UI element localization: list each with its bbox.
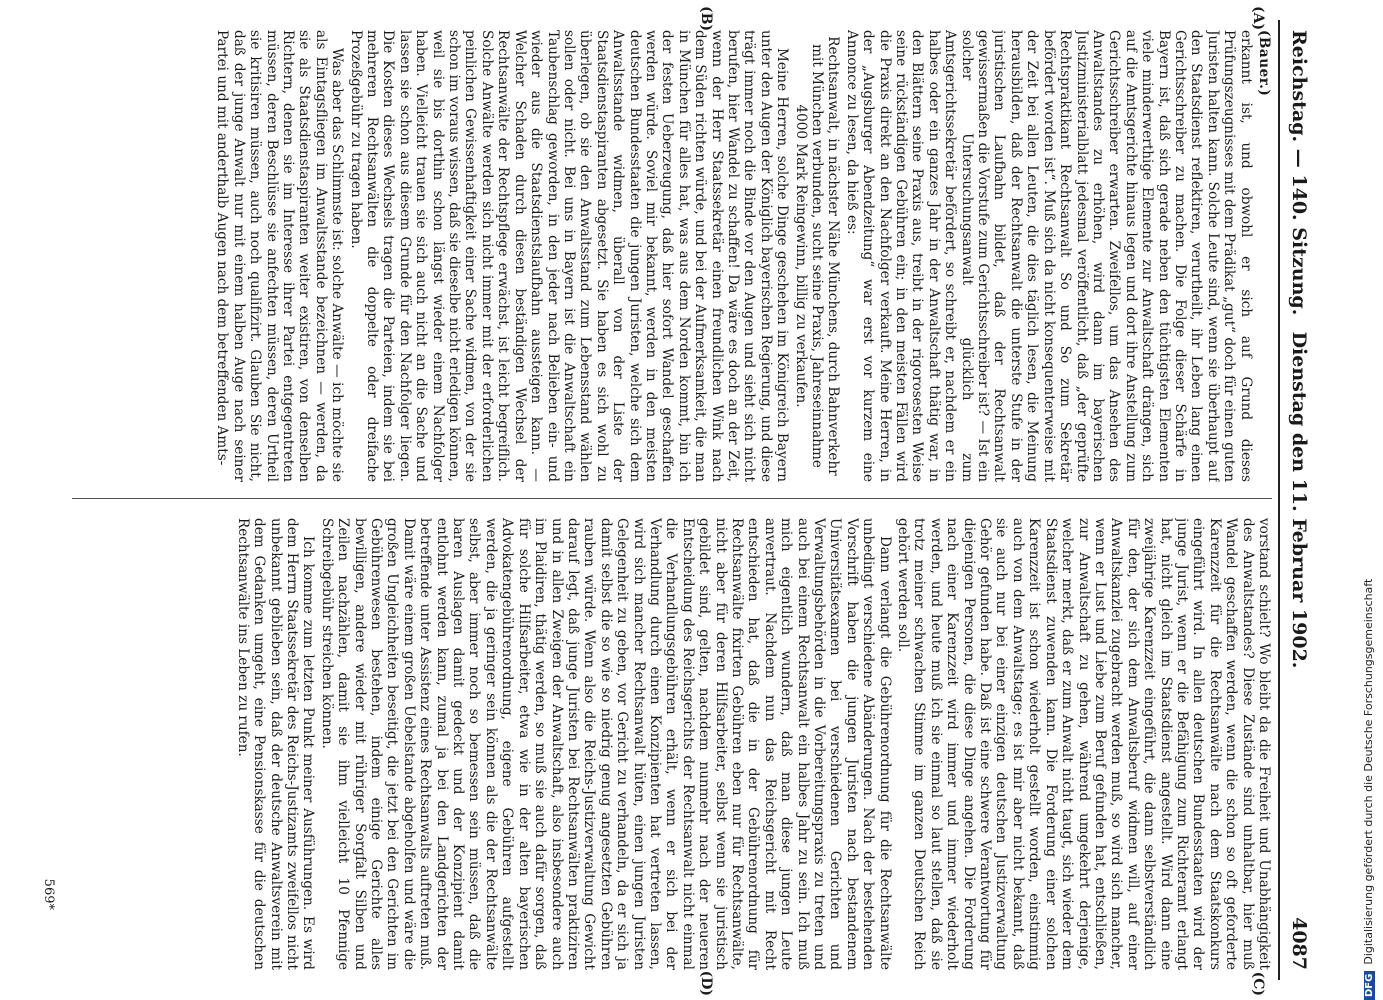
header-rule	[1278, 20, 1280, 980]
header-date: Dienstag den 11. Februar 1902.	[1288, 331, 1310, 669]
digitization-credit	[1362, 10, 1375, 1000]
margin-marker-c: (C)	[1250, 971, 1266, 996]
sheet-signature: 569*	[41, 878, 56, 910]
paragraph: Dann verlangt die Gebührenordnung für die Rechtsanwälte unbedingt verschiedene Abänderungen. Nach der bestehenden Vorschrift haben die jungen Juristen nach bestandenem Universitätsexamen bei verschiedenen Gerichten und Verwaltungsbehörden in die Vorbereitungspraxis zu treten und auch bei einem Rechtsanwalt ein halbes Jahr zu sein. Ich muß mich eigentlich wundern, daß man diese jungen Leute anvertraut. Nachdem nun das Reichsgericht mit Recht entschieden hat, daß die in der Gebührenordnung für Rechtsanwälte fixirten Gebühren eben nur für Rechtsanwälte, nicht aber für deren Hilfsarbeiter, selbst wenn sie juristisch gebildet sind, gelten, nachdem nunmehr nach der neueren Entscheidung des Reichsgerichts der Rechtsanwalt nicht einmal die Verhandlungsgebühren erhält, wenn er sich bei der Verhandlung durch einen Konzipienten hat vertreten lassen, wird sich mancher Rechtsanwalt hüten, einen jungen Juristen Gelegenheit zu geben, vor Gericht zu verhandeln, da er sich ja damit selbst die so wie so niedrig genug angesetzten Gebühren rauben würde. Wenn also die Reichs-Justizverwaltung Gewicht darauf legt, daß junge Juristen bei Rechtsanwälten praktiziren und in allen Zweigen der Anwaltschaft, also insbesondere auch im Plaidiren, thätig werden, so muß sie auch dafür sorgen, daß für solche Hilfsarbeiter, etwa wie in der alten bayerischen Advokatengebührenordnung, eigene Gebühren aufgestellt werden, die ja geringer sein können als die der Rechtsanwälte selbst, aber immer noch so bemessen sein müssen, daß die baren Auslagen damit gedeckt und der Konzipient damit entlohnt werden kann, zumal ja bei den Landgerichten der betreffende unter Assistenz eines Rechtsanwalts auftreten muß. Damit wäre einem großen Uebelstande abgeholfen und wäre die großen Ungleichheiten beseitigt, die jetzt bei den Gerichten im Gebührenwesen bestehen, indem einige Gerichte alles bewilligen, andere wieder mit rühriger Sorgfalt Silben und Zeilen nachzählen, damit sie ihm vielleicht 10 Pfennige Schreibgebühr streichen können.	[318, 518, 893, 970]
quoted-advertisement: Rechtsanwalt, in nächster Nähe Münchens, durch Bahnverkehr mit München verbunden, sucht seine Praxis, Jahreseinnahme 4000 Mark Reingewinn, billig zu verkaufen.	[792, 36, 842, 476]
page-number: 4087	[1288, 917, 1310, 970]
paragraph: Meine Herren, solche Dinge geschehen im Königreich Bayern unter den Augen der Königlich bayerischen Regierung, und diese trägt immer noch die Binde vor den Augen und sieht sich nicht berufen, hier Wandel zu schaffen! Da wäre es doch an der Zeit, wenn der Herr Staatssekretär einen freundlichen Wink nach dem Süden richten würde, und bei der Aufmerksamkeit, die man in München für alles hat, was aus dem Norden kommt, bin ich der festen Ueberzeugung, daß hier sofort Wandel geschaffen werden würde. Soviel mir bekannt, werden in den meisten deutschen Bundesstaaten die jungen Juristen, welche sich dem Anwaltsstande widmen, überall von der Liste der Staatsdienstaspiranten abgesetzt. Sie haben es sich wohl zu überlegen, ob sie den Anwaltsstand zum Lebensstand wählen sollen oder nicht. Bei uns in Bayern ist die Anwaltschaft ein Taubenschlag geworden, in den jeder nach Belieben ein- und wieder aus die Staatsdienstslaufbahn aussteigen kann. — Welcher Schaden durch diesen beständigen Wechsel der Rechtsanwälte der Rechtspflege erwächst, ist leicht begreiflich. Solche Anwälte werden sich nicht immer mit der erforderlichen peinlichen Gewissenhaftigkeit einer Sache widmen, von der sie schon im voraus wissen, daß sie dieselbe nicht erledigen können, weil sie bis dorthin schon längst wieder einem Nachfolger haben. Vielleicht trauen sie sich auch nicht an die Sache und lassen sie schon aus diesem Grunde für den Nachfolger liegen. Die Kosten dieses Wechsels tragen die Parteien, indem sie bei mehreren Rechtsanwälten die doppelte oder dreifache Prozeßgebühr zu tragen haben.	[347, 30, 791, 482]
credit-text: Digitalisierung gefördert durch die Deutsche Forschungsgemeinschaft	[1362, 578, 1375, 965]
margin-marker-b: (B)	[698, 6, 714, 32]
right-column	[72, 518, 1272, 970]
paragraph: Was aber das Schlimmste ist: solche Anwälte — ich möchte sie als Eintagsfliegen im Anwaltsstande bezeichnen — werden, da sie als Staatsdienstaspiranten weiter existiren, von denselben Richtern, denen sie im Interesse ihrer Partei entgegentreten müssen, deren Beschlüsse sie anfechten müssen, deren Urtheil sie kritisiren müssen, auch noch qualifizirt. Glauben Sie nicht, daß der junge Anwalt nur mit einem halben Auge nach seiner Partei und mit anderthalb Augen nach dem betreffenden Amts-	[214, 30, 346, 482]
left-column	[72, 30, 1272, 482]
paragraph: erkannt ist, und obwohl er sich auf Grund dieses Prüfungszeugnisses mit dem Prädikat „gut“ doch für einen guten Juristen halten kann. Solche Leute sind, wenn sie überhaupt auf den Staatsdienst reflektiren, verurtheilt, ihr Leben lang einen Gerichtsschreiber zu machen. Die Folge dieser Schärfe in Bayern ist, daß sich gerade neben den tüchtigsten Elementen viele minderwerthige Elemente zur Anwaltschaft drängen, sich auf die Amtsgerichte hinaus legen und dort ihre Anstellung zum Gerichtsschreiber erwarten. Zweifellos, um das Ansehen des Anwaltstandes zu erhöhen, wird dann im bayerischen Justizministerialblatt jedesmal veröffentlicht, daß „der geprüfte Rechtspraktikant Rechtsanwalt So und So zum Sekretär befördert worden ist“. Muß sich da nicht konsequenterweise mit der Zeit bei allen Leuten, die dies täglich lesen, die Meinung herausbilden, daß der Rechtsanwalt die unterste Stufe in der juristischen Laufbahn bildet, daß der Rechtsanwalt gewissermaßen die Vorstufe zum Gerichtsschreiber ist? — Ist ein solcher Untersuchungsanwalt glücklich zum Amtsgerichtssekretär befördert, so schreibt er, nachdem er ein halbes oder ein ganzes Jahr in der Anwaltschaft thätig war, in den Blättern seine Praxis aus, treibt in der rigorosesten Weise seine rückständigen Gebühren ein; in den meisten Fällen wird die Praxis direkt an den Nachfolger verkauft. Meine Herren, in der „Augsburger Abendzeitung“ war erst vor kurzem eine Annonce zu lesen, da hieß es:	[843, 30, 1254, 482]
paragraph: vorstand schielt? Wo bleibt da die Freiheit und Unabhängigkeit des Anwaltstandes? Diese Zustände sind unhaltbar, hier muß Wandel geschaffen werden, wenn die schon so oft geforderte Karenzzeit für die Rechtsanwälte nach dem Staatskonkurs eingeführt wird. In allen deutschen Bundesstaaten wird der junge Jurist, wenn er die Befähigung zum Richteramt erlangt hat, nicht gleich im Staatsdienst angestellt. Wird dann eine zweijährige Karenzzeit eingeführt, die dann selbstverständlich für den, der sich dem Anwaltsberuf widmen will, auf einer Anwaltskanzlei zugebracht werden muß, so wird sich mancher, wenn er Lust und Liebe zum Beruf gefunden hat, entschließen, zur Anwaltschaft zu gehen, während umgekehrt derjenige, welcher merkt, daß er zum Anwalt nicht taugt, sich wieder dem Staatsdienst zuwenden kann. Die Forderung einer solchen Karenzzeit ist schon wiederholt gestellt worden, einstimmig auch von dem Anwaltstage; es ist mir aber nicht bekannt, daß sie auch nur bei einer einzigen deutschen Justizverwaltung Gehör gefunden habe. Daß ist eine schwere Verantwortung für diejenigen Personen, die diese Dinge angehen. Die Forderung nach einer Karenzzeit wird immer und immer wiederholt werden, und heute muß ich sie einmal so laut stellen, daß sie trotz meiner schwachen Stimme im ganzen Deutschen Reich gehört werden soll.	[895, 518, 1272, 970]
column-divider	[72, 498, 1272, 499]
page-header	[1282, 30, 1312, 970]
speaker-name: (Bauer.)	[1256, 30, 1272, 97]
dfg-logo-icon: DFG	[1364, 971, 1375, 1000]
paragraph: Ich komme zum letzten Punkt meiner Ausführungen. Es wird dem Herrn Staatssekretär des Reichs-Justizamts zweifellos nicht unbekannt geblieben sein, daß der deutsche Anwaltsverein mit dem Gedanken umgeht, eine Pensionskasse für die deutschen Rechtsanwälte ins Leben zu rufen.	[234, 518, 317, 970]
margin-marker-a: (A)	[1250, 6, 1266, 31]
margin-marker-d: (D)	[698, 970, 714, 996]
header-left: Reichstag. — 140. Sitzung.	[1288, 30, 1310, 316]
document-page	[18, 0, 1318, 1000]
